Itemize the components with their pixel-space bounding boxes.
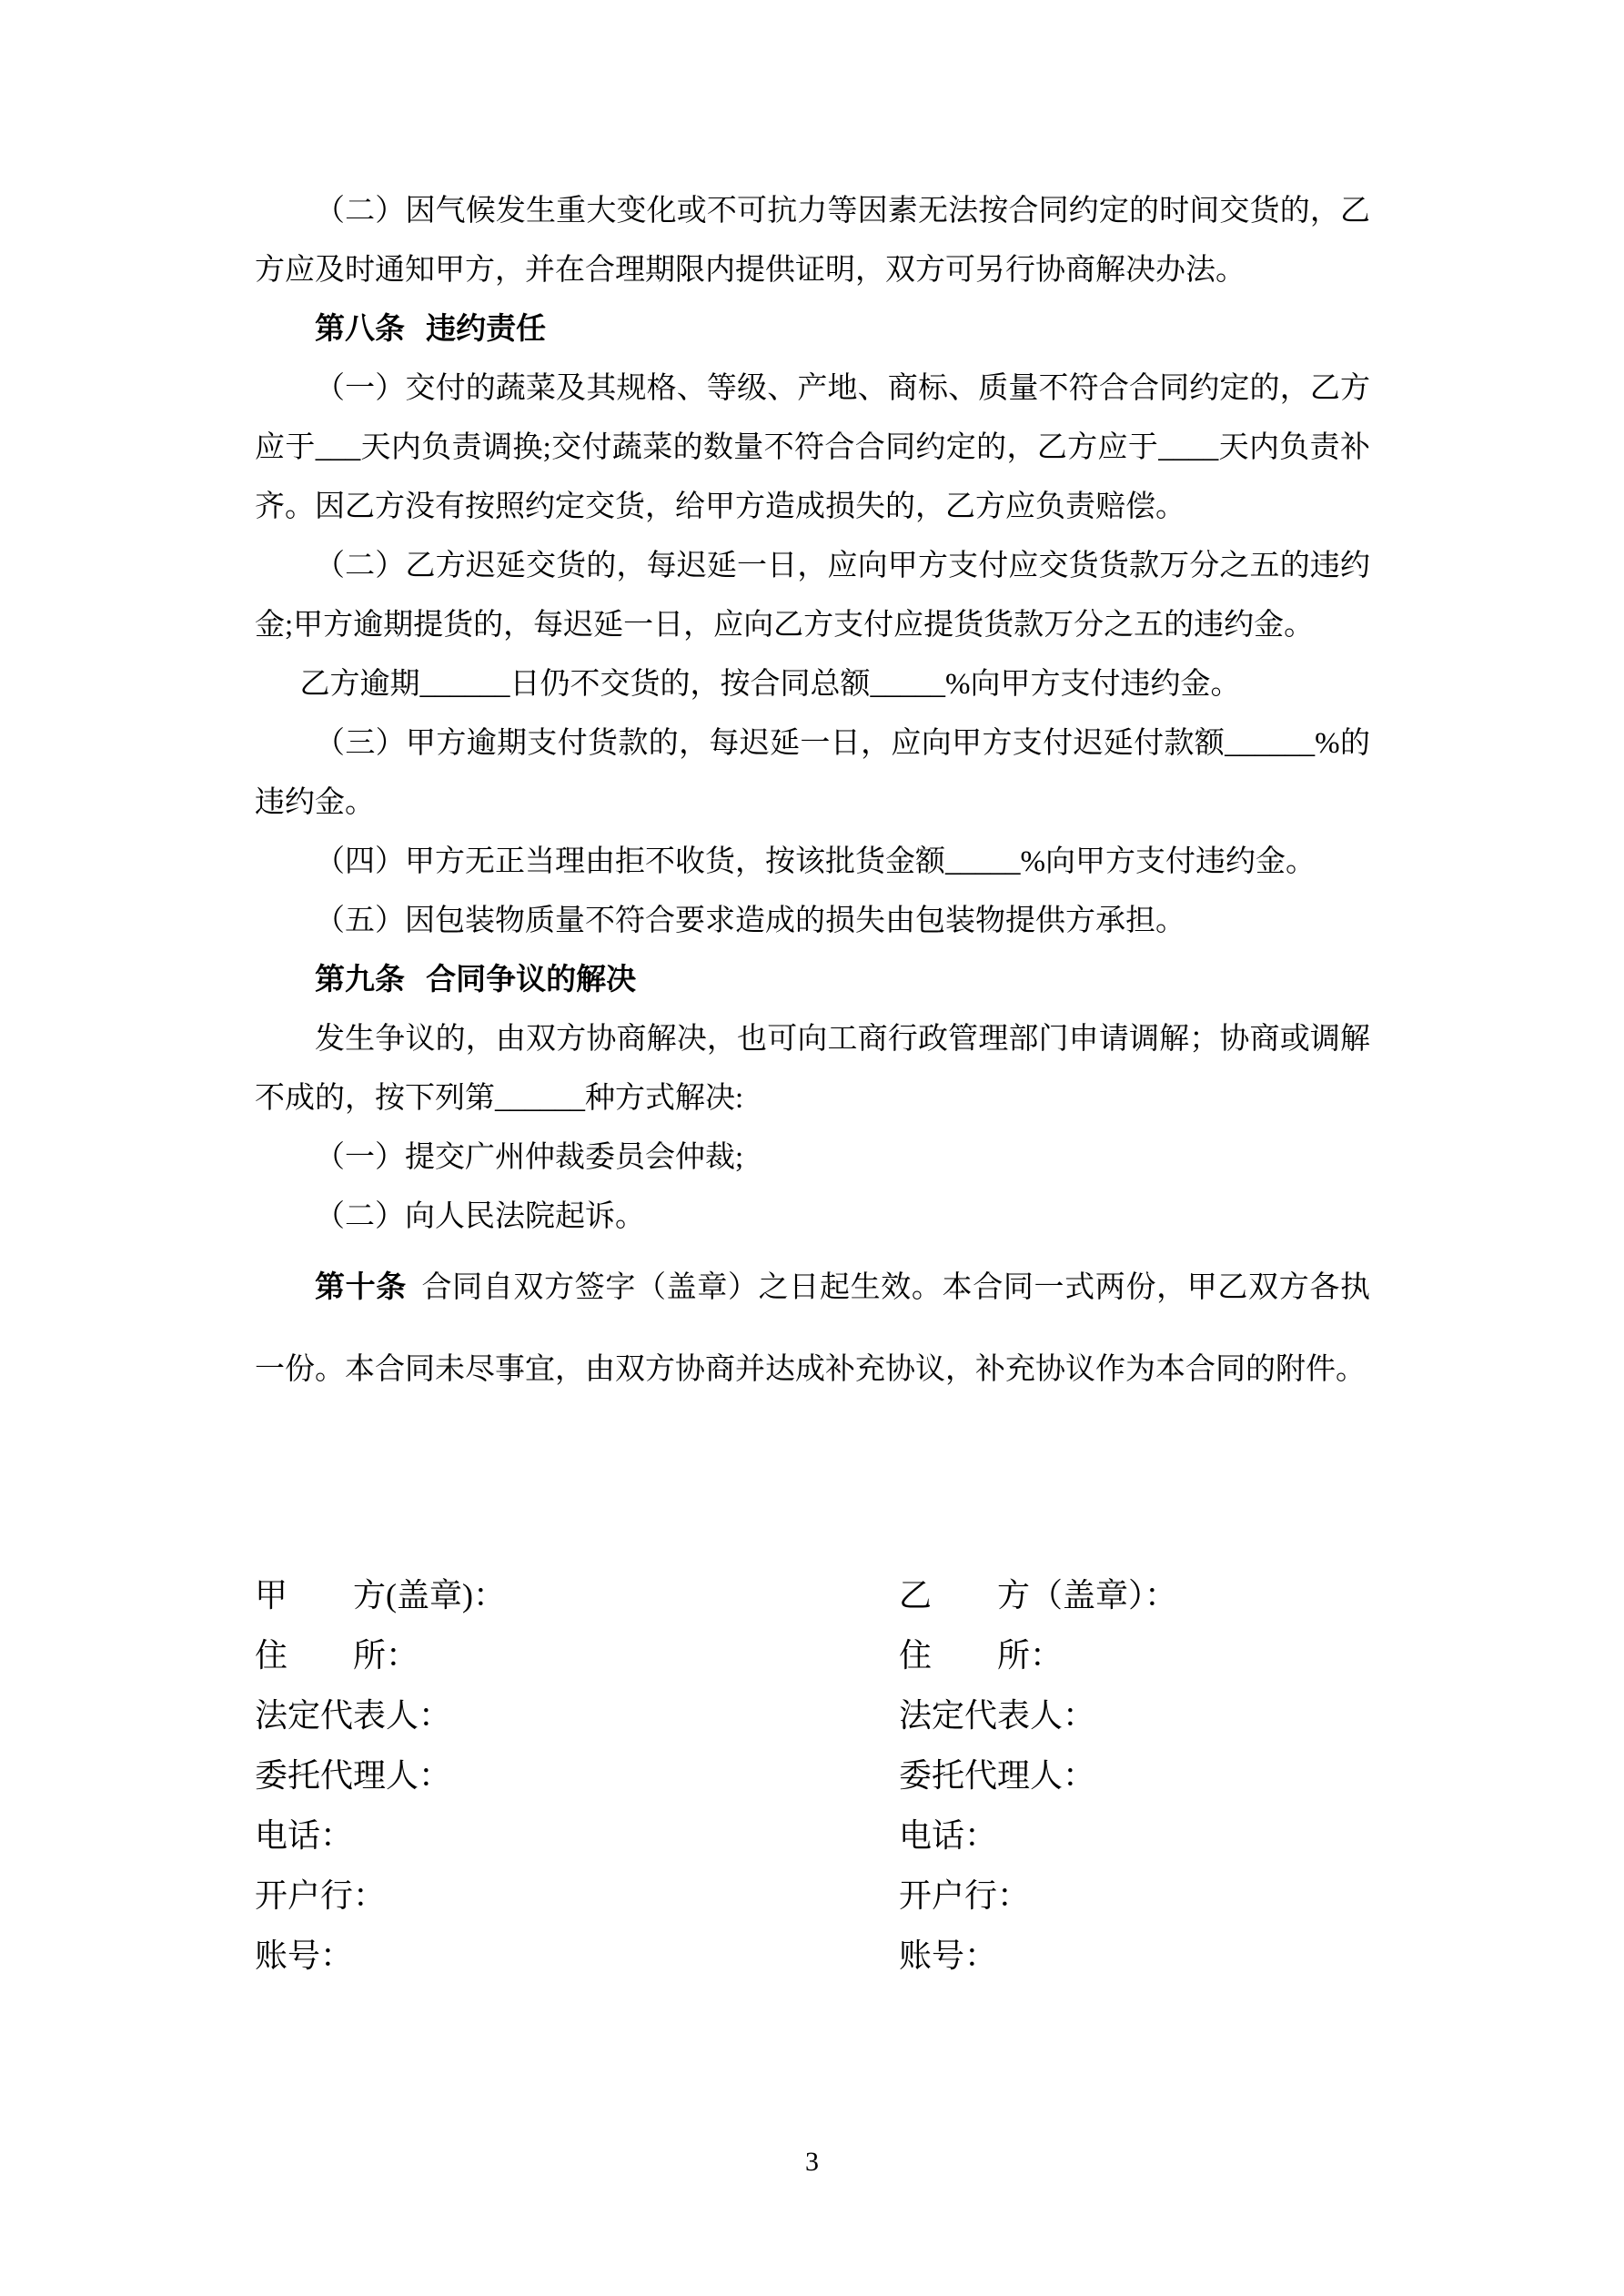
clause-9-number: 第九条 bbox=[315, 964, 405, 996]
party-b-legal-rep-label: 法定代表人： bbox=[899, 1697, 1096, 1734]
clause-9-title: 合同争议的解决 bbox=[426, 964, 637, 996]
clause-9-option-1: （一）提交广州仲裁委员会仲裁; bbox=[315, 1141, 744, 1174]
party-b-address-label: 住 所： bbox=[899, 1637, 1064, 1674]
party-a-address-label: 住 所： bbox=[255, 1637, 419, 1674]
clause-8-title: 违约责任 bbox=[426, 313, 547, 346]
party-b-agent-label: 委托代理人： bbox=[899, 1757, 1096, 1794]
clause-8-number: 第八条 bbox=[315, 313, 405, 346]
clause-9-intro: 发生争议的，由双方协商解决，也可向工商行政管理部门申请调解；协商或调解不成的，按下列第______种方式解决: bbox=[255, 1023, 1370, 1115]
contract-body bbox=[255, 182, 1370, 1411]
clause-8-heading bbox=[255, 300, 1370, 359]
party-a-signature-column bbox=[255, 1565, 899, 1986]
clause-10-text: 合同自双方签字（盖章）之日起生效。本合同一式两份，甲乙双方各执一份。本合同未尽事宜，由双方协商并达成补充协议，补充协议作为本合同的附件。 bbox=[255, 1271, 1371, 1386]
clause-8-item-2: （二）乙方迟延交货的，每迟延一日，应向甲方支付应交货货款万分之五的违约金;甲方逾期提货的，每迟延一日，应向乙方支付应提货货款万分之五的违约金。 bbox=[255, 550, 1370, 642]
party-b-account-label: 账号： bbox=[899, 1937, 998, 1974]
clause-8-item-5: （五）因包装物质量不符合要求造成的损失由包装物提供方承担。 bbox=[315, 905, 1185, 937]
clause-9-heading bbox=[255, 951, 1370, 1010]
signature-block bbox=[255, 1565, 1370, 1986]
clause-8-item-3: （三）甲方逾期支付货款的，每迟延一日，应向甲方支付迟延付款额______%的违约金。 bbox=[255, 727, 1370, 819]
paragraph-force-majeure-item-2: （二）因气候发生重大变化或不可抗力等因素无法按合同约定的时间交货的，乙方应及时通知甲方，并在合理期限内提供证明，双方可另行协商解决办法。 bbox=[255, 195, 1370, 287]
party-a-account-label: 账号： bbox=[255, 1937, 354, 1974]
party-b-signature-column bbox=[899, 1565, 1370, 1986]
party-b-seal-label: 乙 方（盖章）： bbox=[899, 1577, 1178, 1613]
party-b-phone-label: 电话： bbox=[899, 1817, 998, 1854]
party-a-legal-rep-label: 法定代表人： bbox=[255, 1697, 452, 1734]
party-a-bank-label: 开户行： bbox=[255, 1877, 387, 1914]
clause-8-overdue-penalty: 乙方逾期______日仍不交货的，按合同总额_____%向甲方支付违约金。 bbox=[299, 668, 1241, 701]
party-a-agent-label: 委托代理人： bbox=[255, 1757, 452, 1794]
party-a-phone-label: 电话： bbox=[255, 1817, 354, 1854]
clause-10-number: 第十条 bbox=[315, 1271, 407, 1304]
clause-10-paragraph bbox=[255, 1247, 1370, 1411]
party-a-seal-label: 甲 方(盖章)： bbox=[255, 1577, 506, 1613]
clause-8-item-1: （一）交付的蔬菜及其规格、等级、产地、商标、质量不符合合同约定的，乙方应于___天内负责调换;交付蔬菜的数量不符合合同约定的，乙方应于____天内负责补齐。因乙方没有按照约定交货，给甲方造成损失的，乙方应负责赔偿。 bbox=[255, 372, 1370, 523]
party-b-bank-label: 开户行： bbox=[899, 1877, 1031, 1914]
clause-9-option-2: （二）向人民法院起诉。 bbox=[315, 1200, 645, 1233]
clause-8-item-4: （四）甲方无正当理由拒不收货，按该批货金额_____%向甲方支付违约金。 bbox=[315, 845, 1316, 878]
page-number: 3 bbox=[805, 2147, 819, 2177]
